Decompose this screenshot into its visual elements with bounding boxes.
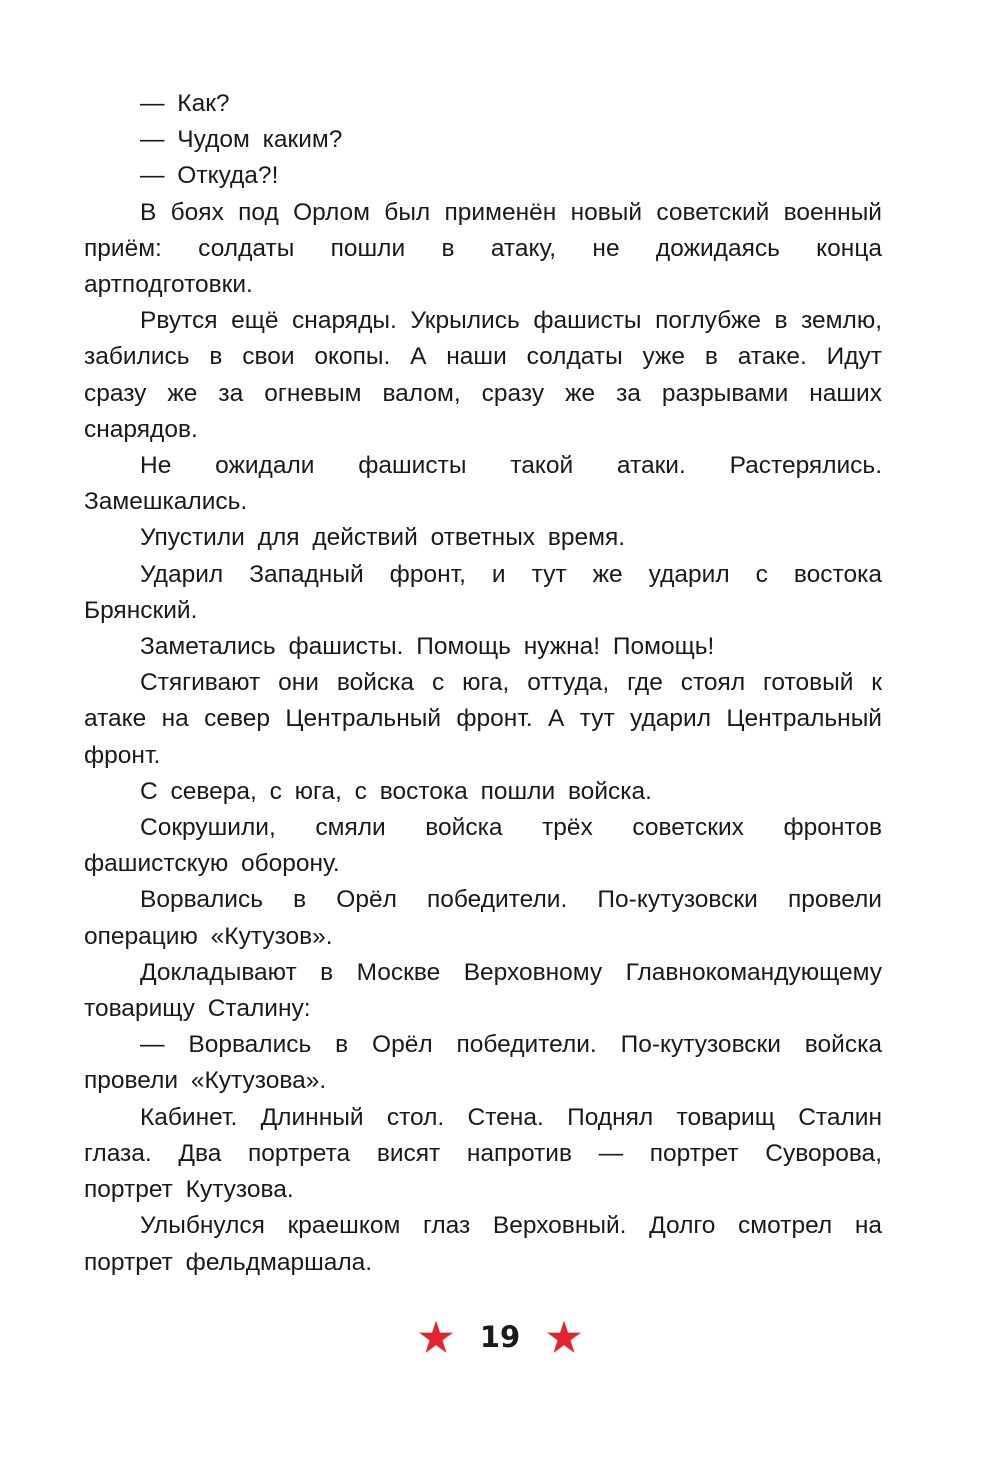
- paragraph: Не ожидали фашисты такой атаки. Растерялись. Замешкались.: [84, 452, 882, 516]
- page-number: 19: [479, 1320, 521, 1354]
- paragraph: — Ворвались в Орёл победители. По-кутузовски войска провели «Кутузова».: [84, 1031, 882, 1095]
- paragraph: Докладывают в Москве Верховному Главнокомандующему товарищу Сталину:: [84, 958, 882, 1023]
- paragraph: — Откуда?!: [140, 162, 279, 190]
- red-star-icon: [418, 1319, 454, 1355]
- page-footer: [0, 1312, 1000, 1362]
- paragraph: Сокрушили, смяли войска трёх советских фронтов фашистскую оборону.: [84, 814, 882, 878]
- paragraph: Ударил Западный фронт, и тут же ударил с востока Брянский.: [84, 560, 882, 624]
- paragraph: Упустили для действий ответных время.: [140, 524, 626, 552]
- red-star-icon: [546, 1319, 582, 1355]
- paragraph: Улыбнулся краешком глаз Верховный. Долго смотрел на портрет фельдмаршала.: [84, 1212, 882, 1276]
- paragraph: Заметались фашисты. Помощь нужна! Помощь!: [140, 633, 715, 661]
- paragraph: — Как?: [140, 90, 230, 117]
- paragraph: С севера, с юга, с востока пошли войска.: [140, 777, 652, 805]
- paragraph: Кабинет. Длинный стол. Стена. Поднял товарищ Сталин глаза. Два портрета висят напротив — портрет Суворова, портрет Кутузова.: [84, 1103, 882, 1204]
- paragraph: — Чудом каким?: [140, 126, 343, 154]
- page-body-text: [84, 86, 882, 1281]
- paragraph: Стягивают они войска с юга, оттуда, где стоял готовый к атаке на север Центральный фронт. А тут ударил Центральный фронт.: [84, 669, 882, 769]
- paragraph: В боях под Орлом был применён новый советский военный приём: солдаты пошли в атаку, не дожидаясь конца артподготовки.: [84, 198, 882, 299]
- paragraph: Рвутся ещё снаряды. Укрылись фашисты поглубже в землю, забились в свои окопы. А наши солдаты уже в атаке. Идут сразу же за огневым валом, сразу же за разрывами наших снарядов.: [84, 307, 882, 443]
- paragraph: Ворвались в Орёл победители. По-кутузовски провели операцию «Кутузов».: [84, 886, 882, 950]
